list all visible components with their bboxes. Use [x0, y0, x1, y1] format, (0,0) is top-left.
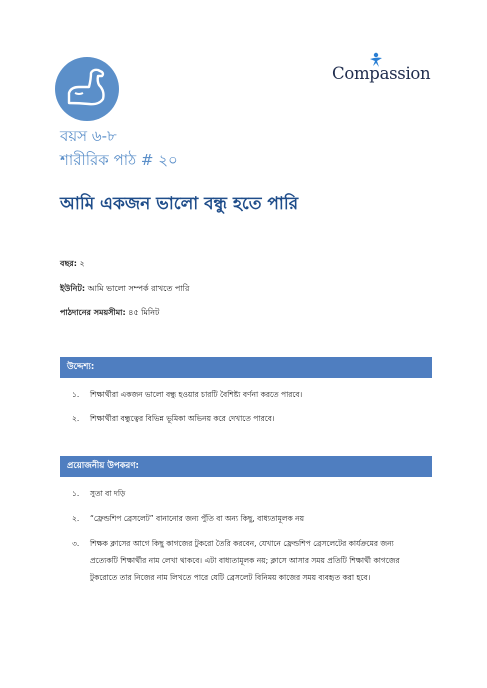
meta-time — [60, 307, 159, 320]
meta-unit-label: ইউনিট: — [60, 284, 86, 293]
meta-unit — [60, 283, 189, 296]
material-text: “ফ্রেন্ডশিপ ব্রেসলেট” বানানোর জন্য পুঁতি বা অন্য কিছু, বাধ্যতামূলক নয় — [90, 514, 304, 523]
flexed-arm-icon — [55, 57, 119, 121]
material-text: শিক্ষক ক্লাসের আগে কিছু কাগজের টুকরো তৈরি করবেন, যেখানে ফ্রেন্ডশিপ ব্রেসলেটের কার্যক্রমের জন্য — [90, 539, 394, 548]
objective-text: শিক্ষার্থীরা বন্ধুত্বের বিভিন্ন ভূমিকা অভিনয় করে দেখাতে পারবে। — [90, 414, 275, 423]
meta-year — [60, 258, 85, 271]
materials-heading: প্রয়োজনীয় উপকরণ: — [60, 456, 432, 477]
material-text: প্রত্যেকটি শিক্ষার্থীর নাম লেখা থাকবে। এটা বাধ্যতামূলক নয়; ক্লাসে আসার সময় প্রতিটি শিক্ষার্থী কাগজের — [90, 556, 400, 565]
meta-year-label: বছর: — [60, 259, 77, 268]
objective-text: শিক্ষার্থীরা একজন ভালো বন্ধু হওয়ার চারটি বৈশিষ্ট্য বর্ণনা করতে পারবে। — [90, 390, 303, 399]
compassion-logo — [330, 52, 430, 86]
page-title: আমি একজন ভালো বন্ধু হতে পারি — [60, 194, 299, 214]
objective-number: ১. — [72, 390, 80, 399]
age-range: বয়স ৬-৮ — [60, 127, 117, 145]
objective-number: ২. — [72, 414, 80, 423]
logo-text: Compassion — [332, 64, 431, 83]
meta-time-label: পাঠদানের সময়সীমা: — [60, 308, 126, 317]
material-number: ৩. — [72, 539, 80, 548]
material-text: সুতা বা দড়ি — [90, 489, 126, 498]
material-number: ১. — [72, 489, 80, 498]
material-text: টুকরোতে তার নিজের নাম লিখতে পারে যেটি ব্রেসলেট বিনিময় কাজের সময় ব্যবহৃত করা হবে। — [90, 573, 371, 582]
material-number: ২. — [72, 514, 80, 523]
objectives-heading: উদ্দেশ্য: — [60, 357, 432, 378]
meta-unit-value: আমি ভালো সম্পর্ক রাখতে পারি — [87, 284, 190, 293]
meta-year-value: ২ — [79, 259, 85, 268]
lesson-number: শারীরিক পাঠ # ২০ — [60, 151, 178, 169]
meta-time-value: ৪৫ মিনিট — [128, 308, 160, 317]
